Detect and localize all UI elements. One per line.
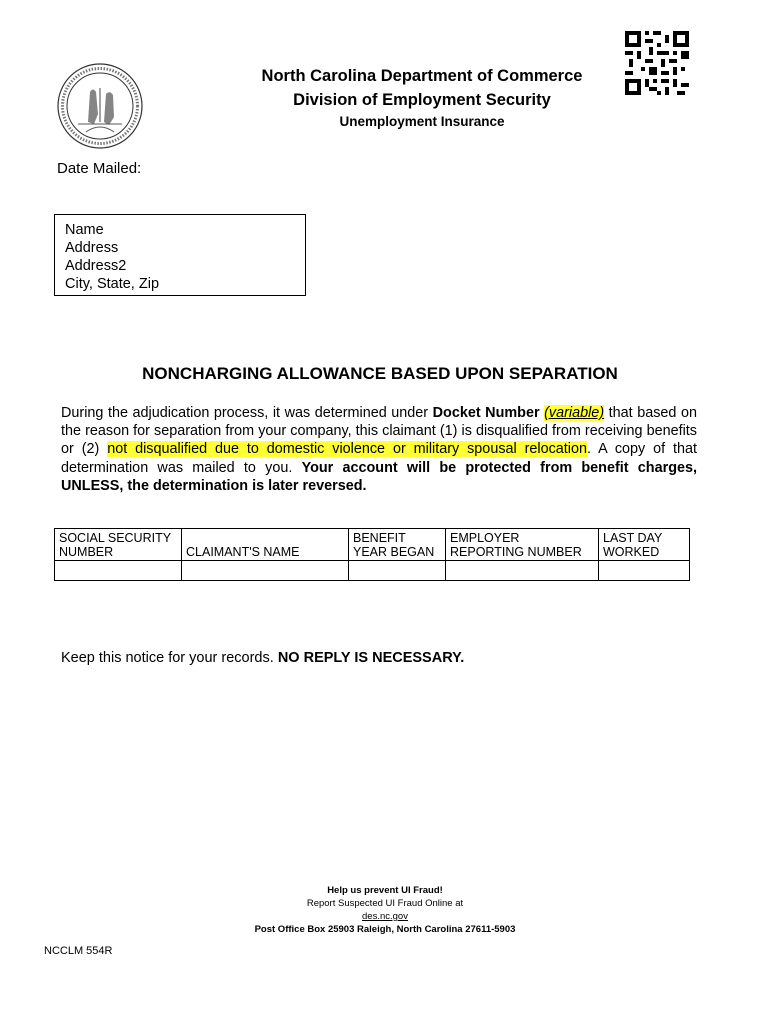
col-claimant-name [182, 529, 349, 561]
division-name: Division of Employment Security [293, 91, 551, 109]
keep-notice [61, 650, 464, 666]
col-benefit-year-l2: YEAR BEGAN [353, 545, 435, 559]
address-line2: Address2 [65, 258, 127, 274]
date-mailed-label: Date Mailed: [57, 160, 142, 177]
address-name: Name [65, 222, 104, 238]
col-ssn-l2: NUMBER [59, 545, 114, 559]
notice-title: NONCHARGING ALLOWANCE BASED UPON SEPARATION [142, 364, 618, 383]
no-reply-text: NO REPLY IS NECESSARY. [277, 650, 465, 666]
notice-paragraph [61, 404, 697, 495]
para-text-4: . A copy of that determination was mailed to you. [61, 441, 698, 476]
para-text-1: During the adjudication process, it was determined under [61, 405, 433, 421]
footer-address: Post Office Box 25903 Raleigh, North Carolina 27611-5903 [254, 924, 516, 935]
docket-value: (variable) [544, 405, 605, 421]
cell-ssn [55, 561, 182, 581]
address-city-state-zip: City, State, Zip [65, 276, 160, 292]
cell-last-day [599, 561, 690, 581]
qr-code-icon [625, 30, 689, 96]
col-ssn [55, 529, 182, 561]
col-benefit-year-l1: BENEFIT [353, 531, 406, 545]
program-name: Unemployment Insurance [339, 114, 505, 129]
col-last-day-l1: LAST DAY [603, 531, 663, 545]
table-row [55, 561, 690, 581]
footer-website-link[interactable]: des.nc.gov [362, 911, 408, 922]
org-name: North Carolina Department of Commerce [261, 67, 583, 85]
footer-fraud-heading: Help us prevent UI Fraud! [327, 885, 443, 896]
col-benefit-year [349, 529, 446, 561]
col-ssn-l1: SOCIAL SECURITY [59, 531, 172, 545]
footer-report-text: Report Suspected UI Fraud Online at [306, 898, 464, 909]
docket-label: Docket Number [432, 405, 540, 421]
col-employer-number [446, 529, 599, 561]
col-claimant-name-l1: CLAIMANT'S NAME [186, 545, 300, 559]
cell-employer-number [446, 561, 599, 581]
para-text-3: that based on the reason for separation from your company, this claimant (1) is disqualified from receiving benefits or (2) [61, 405, 697, 458]
col-employer-number-l2: REPORTING NUMBER [450, 545, 582, 559]
protection-statement: Your account will be protected from benefit charges, UNLESS, the determination is later reversed. [61, 459, 697, 494]
col-last-day [599, 529, 690, 561]
col-last-day-l2: WORKED [603, 545, 660, 559]
form-code: NCCLM 554R [44, 945, 113, 957]
keep-text: Keep this notice for your records. [61, 650, 278, 666]
col-employer-number-l1: EMPLOYER [450, 531, 520, 545]
highlighted-reason: not disqualified due to domestic violence or military spousal relocation [107, 441, 588, 458]
address-line1: Address [65, 240, 119, 256]
claim-info-table [54, 528, 690, 581]
address-box [54, 214, 306, 296]
cell-claimant-name [182, 561, 349, 581]
cell-benefit-year [349, 561, 446, 581]
table-header-row [55, 529, 690, 561]
